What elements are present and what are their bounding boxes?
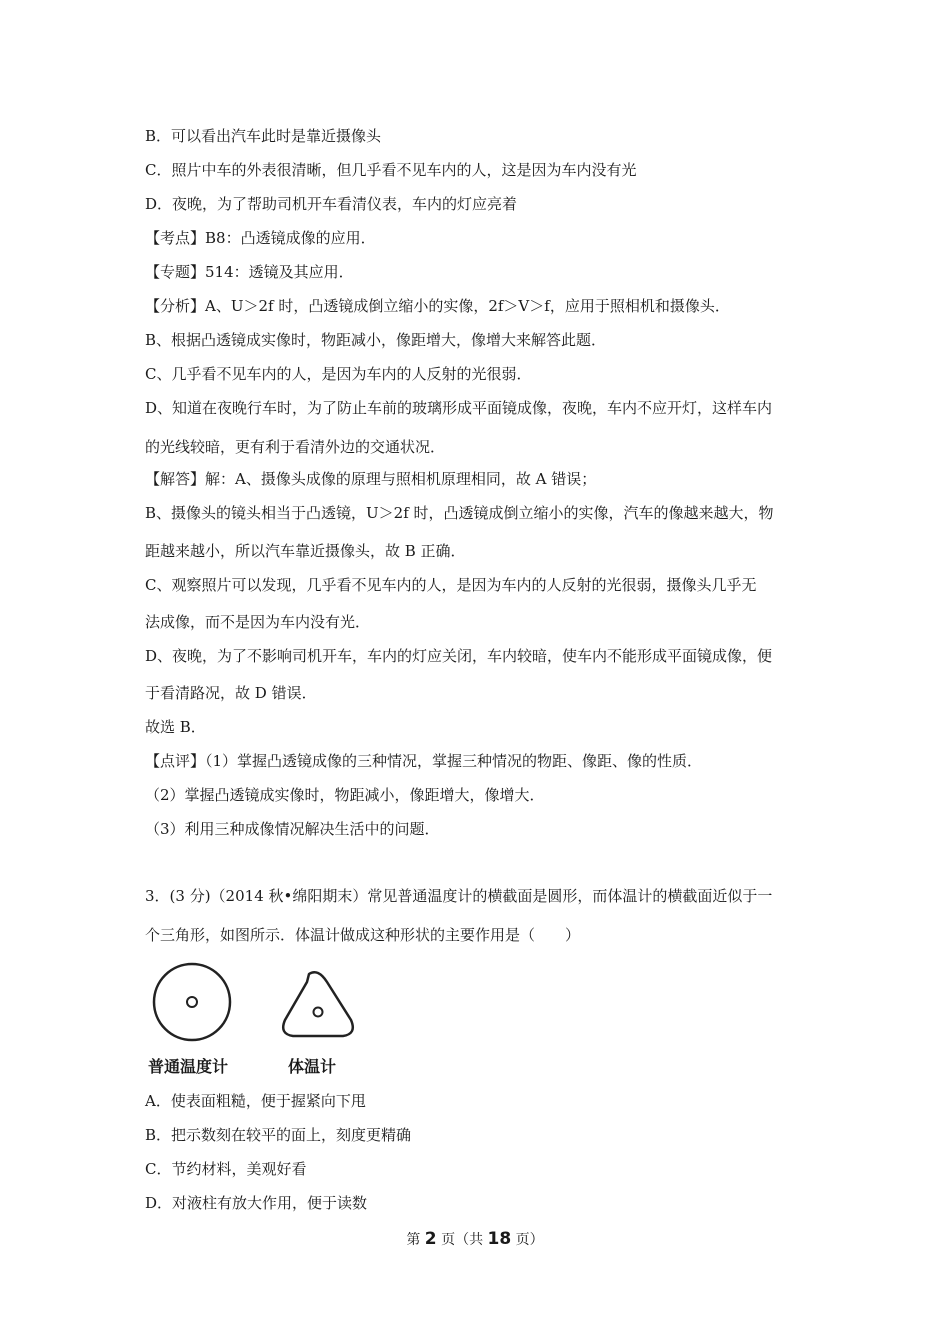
figure-label-ordinary: 普通温度计	[148, 1057, 229, 1076]
footer-suffix: 页）	[515, 1232, 544, 1248]
q3-option-d: D．对液柱有放大作用，便于读数	[145, 1194, 368, 1212]
option-c: C．照片中车的外表很清晰，但几乎看不见车内的人，这是因为车内没有光	[145, 161, 637, 179]
page-footer	[0, 1229, 950, 1249]
footer-page-number: 2	[424, 1229, 437, 1249]
zhuanti: 【专题】514：透镜及其应用．	[145, 263, 354, 281]
answer-b-1: B、摄像头的镜头相当于凸透镜，U＞2f 时，凸透镜成倒立缩小的实像，汽车的像越来越大，物	[145, 504, 774, 522]
q3-stem-1: 3．(3 分)（2014 秋•绵阳期末）常见普通温度计的横截面是圆形，而体温计的横截面近似于一	[145, 887, 773, 905]
analysis-b: B、根据凸透镜成实像时，物距减小，像距增大，像增大来解答此题．	[145, 331, 607, 349]
comment-2: （2）掌握凸透镜成实像时，物距减小，像距增大，像增大．	[145, 786, 545, 804]
q3-option-c: C．节约材料，美观好看	[145, 1160, 307, 1178]
q3-option-a: A．使表面粗糙，便于握紧向下甩	[145, 1092, 366, 1110]
q3-option-b: B．把示数刻在较平的面上，刻度更精确	[145, 1126, 412, 1144]
answer-b-2: 距越来越小，所以汽车靠近摄像头，故 B 正确．	[145, 542, 466, 560]
answer-a: 【解答】解：A、摄像头成像的原理与照相机原理相同，故 A 错误；	[145, 470, 597, 488]
option-d: D．夜晚，为了帮助司机开车看清仪表，车内的灯应亮着	[145, 195, 518, 213]
figure-label-clinical: 体温计	[288, 1057, 337, 1076]
option-b: B．可以看出汽车此时是靠近摄像头	[145, 127, 382, 145]
choice-result: 故选 B．	[145, 718, 206, 736]
kaodian: 【考点】B8：凸透镜成像的应用．	[145, 229, 376, 247]
answer-c-2: 法成像，而不是因为车内没有光．	[145, 613, 371, 631]
footer-prefix: 第	[406, 1232, 421, 1248]
comment-1: 【点评】（1）掌握凸透镜成像的三种情况，掌握三种情况的物距、像距、像的性质．	[145, 752, 703, 770]
analysis-a: 【分析】A、U＞2f 时，凸透镜成倒立缩小的实像，2f＞V＞f，应用于照相机和摄像头．	[145, 297, 730, 315]
analysis-d-1: D、知道在夜晚行车时，为了防止车前的玻璃形成平面镜成像，夜晚，车内不应开灯，这样车内	[145, 399, 773, 417]
footer-total-pages: 18	[487, 1229, 512, 1249]
answer-c-1: C、观察照片可以发现，几乎看不见车内的人，是因为车内的人反射的光很弱，摄像头几乎无	[145, 576, 757, 594]
analysis-c: C、几乎看不见车内的人，是因为车内的人反射的光很弱．	[145, 365, 532, 383]
comment-3: （3）利用三种成像情况解决生活中的问题．	[145, 820, 440, 838]
ordinary-thermometer-icon	[154, 964, 230, 1040]
q3-stem-2: 个三角形，如图所示．体温计做成这种形状的主要作用是（ ）	[145, 926, 581, 944]
answer-d-2: 于看清路况，故 D 错误．	[145, 684, 317, 702]
answer-d-1: D、夜晚，为了不影响司机开车，车内的灯应关闭，车内较暗，使车内不能形成平面镜成像，便	[145, 647, 773, 665]
footer-middle: 页（共	[441, 1232, 484, 1248]
analysis-d-2: 的光线较暗，更有利于看清外边的交通状况．	[145, 438, 446, 456]
clinical-thermometer-icon	[283, 972, 353, 1036]
